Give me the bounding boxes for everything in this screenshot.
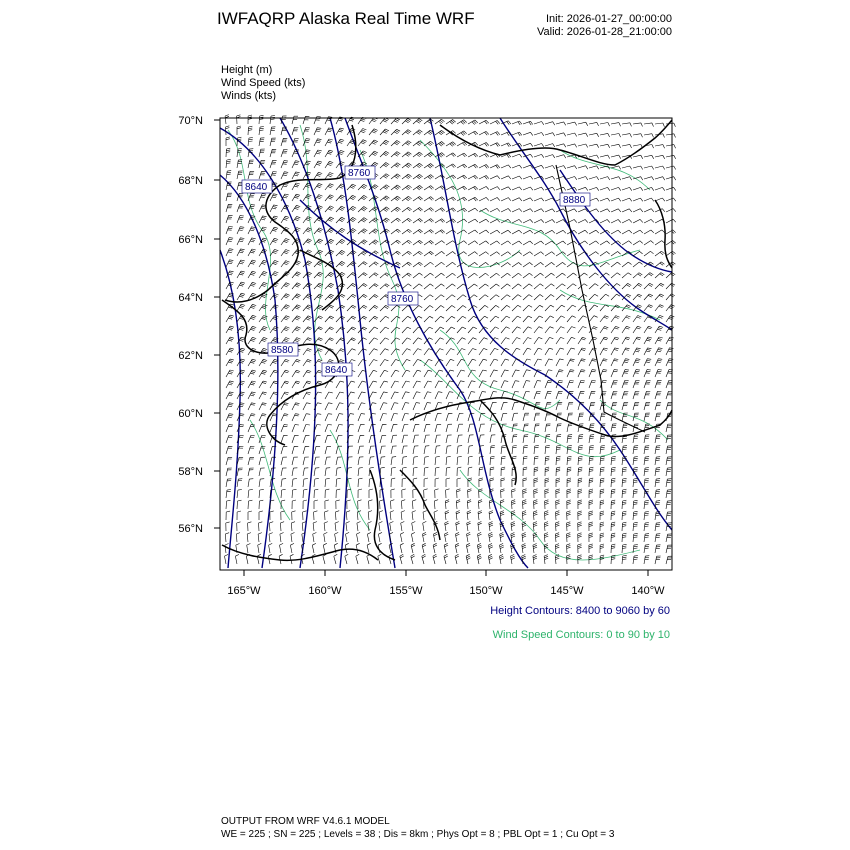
lon-label: 145°W — [550, 585, 584, 597]
height-contour-legend: Height Contours: 8400 to 9060 by 60 — [490, 605, 670, 617]
lon-label: 155°W — [389, 585, 423, 597]
field-label-height: Height (m) — [221, 64, 273, 76]
lat-label: 58°N — [178, 466, 203, 478]
lat-label: 70°N — [178, 115, 203, 127]
model-parameters: WE = 225 ; SN = 225 ; Levels = 38 ; Dis = 8km ; Phys Opt = 8 ; PBL Opt = 1 ; Cu Opt = 3 — [221, 829, 615, 840]
lon-label: 150°W — [469, 585, 503, 597]
lon-label: 140°W — [631, 585, 665, 597]
contour-label: 8760 — [391, 294, 414, 305]
latitude-tick-marks — [214, 120, 220, 528]
contour-label: 8880 — [563, 195, 586, 206]
longitude-tick-marks — [244, 570, 648, 576]
model-info: OUTPUT FROM WRF V4.6.1 MODEL — [221, 816, 390, 827]
lat-label: 56°N — [178, 523, 203, 535]
field-label-winds: Winds (kts) — [221, 90, 276, 102]
init-time: Init: 2026-01-27_00:00:00 — [546, 13, 672, 25]
wind-speed-contours — [228, 125, 668, 560]
wind-barb-field — [225, 115, 676, 564]
lat-label: 68°N — [178, 175, 203, 187]
lat-label: 66°N — [178, 234, 203, 246]
lon-label: 160°W — [308, 585, 342, 597]
field-label-wind-speed: Wind Speed (kts) — [221, 77, 306, 89]
lat-label: 64°N — [178, 292, 203, 304]
wind-barbs — [225, 115, 676, 564]
contour-label: 8640 — [325, 365, 348, 376]
valid-time: Valid: 2026-01-28_21:00:00 — [537, 26, 672, 38]
contour-label: 8760 — [348, 168, 371, 179]
map-title: IWFAQRP Alaska Real Time WRF — [217, 9, 475, 28]
contour-label: 8580 — [271, 345, 294, 356]
lat-label: 60°N — [178, 408, 203, 420]
lat-label: 62°N — [178, 350, 203, 362]
wind-speed-contour-legend: Wind Speed Contours: 0 to 90 by 10 — [492, 629, 670, 641]
contour-label: 8640 — [245, 182, 268, 193]
lon-label: 165°W — [227, 585, 261, 597]
coastlines — [222, 120, 672, 560]
